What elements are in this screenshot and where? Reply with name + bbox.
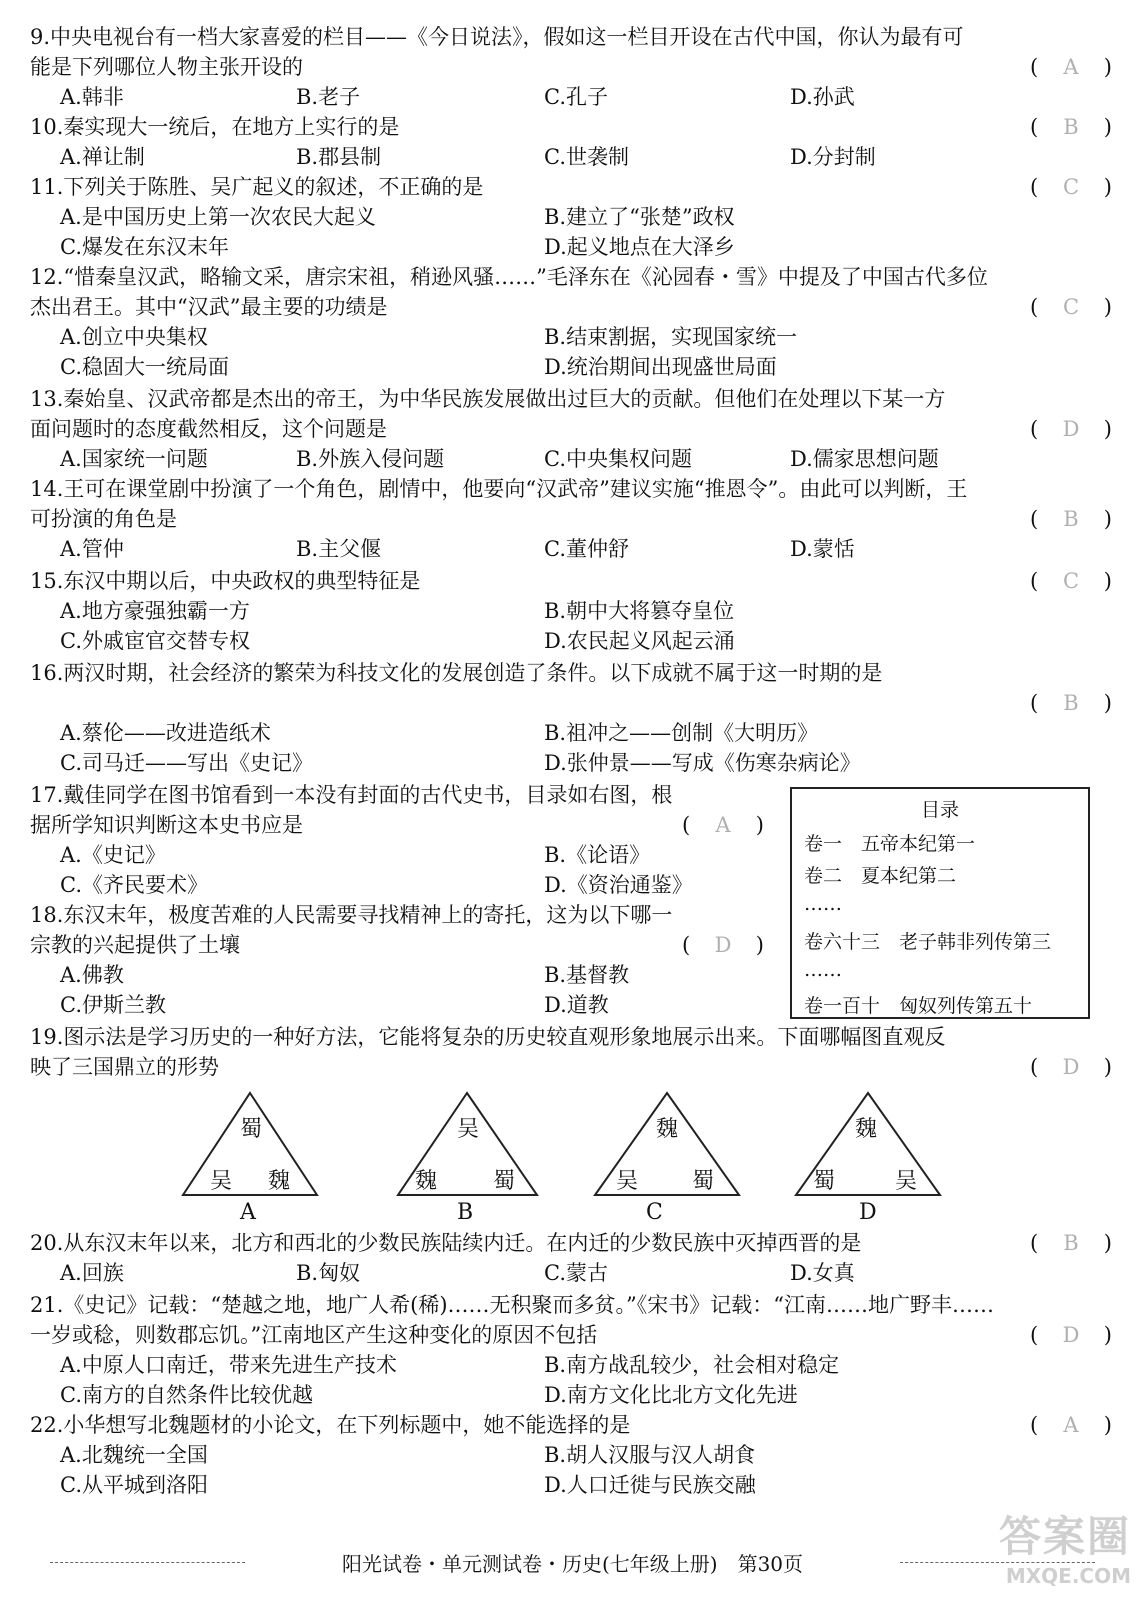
answer-bracket: ( A ) <box>1030 1410 1112 1440</box>
option: C.《齐民要术》 <box>60 873 208 897</box>
triangle-left: 魏 <box>415 1169 438 1194</box>
answer-letter: B <box>1063 691 1079 715</box>
question-stem: 映了三国鼎立的形势 <box>30 1055 219 1079</box>
triangle-left: 吴 <box>210 1169 233 1194</box>
question-stem: 可扮演的角色是 <box>30 507 177 531</box>
answer-letter: B <box>1063 507 1079 531</box>
triangle-label: B <box>457 1200 474 1225</box>
options-row <box>30 748 1115 778</box>
triangle-top: 吴 <box>457 1117 480 1142</box>
question-14 <box>30 474 1115 504</box>
option: B.南方战乱较少，社会相对稳定 <box>544 1353 840 1377</box>
question-stem: 10.秦实现大一统后，在地方上实行的是 <box>30 115 400 139</box>
question-stem: 杰出君王。其中“汉武”最主要的功绩是 <box>30 295 388 319</box>
options-row <box>30 534 1115 564</box>
catalog-row: …… <box>804 893 842 915</box>
question-9 <box>30 22 1115 52</box>
triangle-right: 魏 <box>268 1169 291 1194</box>
answer-bracket: ( D ) <box>1030 414 1112 444</box>
option: B.《论语》 <box>544 843 651 867</box>
answer-letter: D <box>1062 1055 1080 1079</box>
option: D.人口迁徙与民族交融 <box>544 1473 756 1497</box>
options-row <box>30 626 1115 656</box>
triangle-diagram-c <box>592 1090 742 1225</box>
catalog-title: 目录 <box>920 799 959 821</box>
answer-bracket: ( D ) <box>682 930 764 960</box>
question-16-answer-line <box>30 688 1115 718</box>
answer-bracket: ( B ) <box>1030 688 1112 718</box>
option: A.蔡伦——改进造纸术 <box>60 721 271 745</box>
options-row <box>30 1440 1115 1470</box>
triangle-top: 蜀 <box>240 1117 263 1142</box>
options-row <box>30 352 1115 382</box>
answer-bracket: ( D ) <box>1030 1052 1112 1082</box>
answer-letter: C <box>1062 295 1080 319</box>
option: A.地方豪强独霸一方 <box>60 599 250 623</box>
catalog-row: 卷二 夏本纪第二 <box>804 865 957 887</box>
triangle-right: 蜀 <box>493 1169 516 1194</box>
catalog-row: 卷六十三 老子韩非列传第三 <box>804 931 1052 953</box>
options-row <box>30 82 1115 112</box>
answer-letter: C <box>1062 175 1080 199</box>
question-stem: 19.图示法是学习历史的一种好方法，它能将复杂的历史较直观形象地展示出来。下面哪幅图直观反 <box>30 1025 946 1049</box>
question-stem: 22.小华想写北魏题材的小论文，在下列标题中，她不能选择的是 <box>30 1413 631 1437</box>
question-stem: 17.戴佳同学在图书馆看到一本没有封面的古代史书，目录如右图，根 <box>30 783 673 807</box>
option: D.起义地点在大泽乡 <box>544 235 735 259</box>
question-stem: 15.东汉中期以后，中央政权的典型特征是 <box>30 569 421 593</box>
question-22 <box>30 1410 1115 1440</box>
question-18 <box>30 900 1115 930</box>
option: C.爆发在东汉末年 <box>60 235 229 259</box>
answer-bracket: ( C ) <box>1030 566 1112 596</box>
question-stem: 12.“惜秦皇汉武，略输文采，唐宗宋祖，稍逊风骚……”毛泽东在《沁园春・雪》中提及了中国古代多位 <box>30 265 988 289</box>
option: A.回族 <box>60 1261 124 1285</box>
triangle-shape <box>180 1090 320 1198</box>
answer-letter: D <box>1062 417 1080 441</box>
question-stem: 9.中央电视台有一档大家喜爱的栏目——《今日说法》，假如这一栏目开设在古代中国，你认为最有可 <box>30 25 964 49</box>
watermark-text: 答案圈 <box>998 1512 1131 1561</box>
watermark-logo <box>999 1504 1131 1588</box>
question-stem: 13.秦始皇、汉武帝都是杰出的帝王，为中华民族发展做出过巨大的贡献。但他们在处理以下某一方 <box>30 387 946 411</box>
answer-letter: A <box>715 813 731 837</box>
option: D.分封制 <box>790 145 876 169</box>
options-row <box>30 444 1115 474</box>
option: C.蒙古 <box>544 1261 608 1285</box>
question-10 <box>30 112 1115 142</box>
question-stem: 一岁或稔，则数郡忘饥。”江南地区产生这种变化的原因不包括 <box>30 1323 598 1347</box>
triangle-left: 蜀 <box>813 1169 836 1194</box>
question-9-line2 <box>30 52 1115 82</box>
option: B.老子 <box>296 85 361 109</box>
question-14-line2 <box>30 504 1115 534</box>
answer-bracket: ( B ) <box>1030 504 1112 534</box>
triangle-right: 吴 <box>895 1169 918 1194</box>
option: A.禅让制 <box>60 145 145 169</box>
option: D.南方文化比北方文化先进 <box>544 1383 798 1407</box>
options-row <box>30 1258 1115 1288</box>
question-15 <box>30 566 1115 596</box>
option: D.张仲景——写成《伤寒杂病论》 <box>544 751 861 775</box>
catalog-row: 卷一百十 匈奴列传第五十 <box>804 995 1033 1017</box>
triangle-label: D <box>859 1200 877 1225</box>
answer-letter: C <box>1062 569 1080 593</box>
question-12-line2 <box>30 292 1115 322</box>
option: A.韩非 <box>60 85 124 109</box>
options-row <box>30 322 1115 352</box>
answer-bracket: ( A ) <box>1030 52 1112 82</box>
question-19 <box>30 1022 1115 1052</box>
option: B.基督教 <box>544 963 630 987</box>
answer-letter: B <box>1063 1231 1079 1255</box>
catalog-row: …… <box>804 959 842 981</box>
options-row <box>30 1350 1115 1380</box>
question-stem: 11.下列关于陈胜、吴广起义的叙述，不正确的是 <box>30 175 484 199</box>
answer-letter: D <box>714 933 732 957</box>
question-stem: 20.从东汉末年以来，北方和西北的少数民族陆续内迁。在内迁的少数民族中灭掉西晋的是 <box>30 1231 862 1255</box>
question-11 <box>30 172 1115 202</box>
triangle-diagram-b <box>395 1090 540 1225</box>
question-stem: 21.《史记》记载：“楚越之地，地广人希(稀)……无积聚而多贫。”《宋书》记载：“江南……地广野丰…… <box>30 1293 994 1317</box>
option: C.稳固大一统局面 <box>60 355 229 379</box>
answer-letter: A <box>1063 1413 1079 1437</box>
options-row <box>30 202 1115 232</box>
triangle-top: 魏 <box>855 1117 878 1142</box>
option: A.管仲 <box>60 537 124 561</box>
question-stem: 据所学知识判断这本史书应是 <box>30 813 303 837</box>
options-row <box>30 990 1115 1020</box>
answer-letter: D <box>1062 1323 1080 1347</box>
option: C.董仲舒 <box>544 537 629 561</box>
options-row <box>30 232 1115 262</box>
option: D.道教 <box>544 993 609 1017</box>
question-20 <box>30 1228 1115 1258</box>
option: C.外戚宦官交替专权 <box>60 629 250 653</box>
option: A.创立中央集权 <box>60 325 208 349</box>
catalog-row: 卷一 五帝本纪第一 <box>804 833 976 855</box>
option: D.农民起义风起云涌 <box>544 629 735 653</box>
answer-bracket: ( A ) <box>682 810 764 840</box>
option: A.《史记》 <box>60 843 166 867</box>
options-row <box>30 1380 1115 1410</box>
footer-text: 阳光试卷・单元测试卷・历史(七年级上册) 第30页 <box>341 1552 804 1576</box>
question-13 <box>30 384 1115 414</box>
triangle-diagram-d <box>793 1090 943 1225</box>
question-stem: 18.东汉末年，极度苦难的人民需要寻找精神上的寄托，这为以下哪一 <box>30 903 673 927</box>
triangle-right: 蜀 <box>692 1169 715 1194</box>
option: D.蒙恬 <box>790 537 855 561</box>
option: A.佛教 <box>60 963 124 987</box>
question-16 <box>30 658 1115 688</box>
option: A.是中国历史上第一次农民大起义 <box>60 205 376 229</box>
option: B.主父偃 <box>296 537 382 561</box>
option: B.外族入侵问题 <box>296 447 445 471</box>
question-19-line2 <box>30 1052 1115 1082</box>
answer-bracket: ( B ) <box>1030 1228 1112 1258</box>
option: D.女真 <box>790 1261 855 1285</box>
options-row <box>30 1470 1115 1500</box>
option: B.胡人汉服与汉人胡食 <box>544 1443 756 1467</box>
question-12 <box>30 262 1115 292</box>
question-stem: 16.两汉时期，社会经济的繁荣为科技文化的发展创造了条件。以下成就不属于这一时期的是 <box>30 661 883 685</box>
page-footer <box>30 1548 1115 1578</box>
option: B.祖冲之——创制《大明历》 <box>544 721 819 745</box>
options-row <box>30 960 1115 990</box>
options-row <box>30 596 1115 626</box>
option: C.世袭制 <box>544 145 629 169</box>
option: C.伊斯兰教 <box>60 993 166 1017</box>
watermark-url: MXQE.COM <box>1005 1564 1131 1588</box>
triangle-top: 魏 <box>656 1117 679 1142</box>
question-21-line2 <box>30 1320 1115 1350</box>
options-row <box>30 718 1115 748</box>
triangle-label: C <box>646 1200 663 1225</box>
option: C.孔子 <box>544 85 608 109</box>
triangle-shape <box>592 1090 742 1198</box>
triangle-left: 吴 <box>616 1169 639 1194</box>
option: B.朝中大将篡夺皇位 <box>544 599 735 623</box>
question-stem: 14.王可在课堂剧中扮演了一个角色，剧情中，他要向“汉武帝”建议实施“推恩令”。由此可以判断，王 <box>30 477 968 501</box>
answer-bracket: ( B ) <box>1030 112 1112 142</box>
question-stem: 面问题时的态度截然相反，这个问题是 <box>30 417 387 441</box>
options-row <box>30 142 1115 172</box>
option: C.中央集权问题 <box>544 447 692 471</box>
option: B.匈奴 <box>296 1261 361 1285</box>
question-21 <box>30 1290 1115 1320</box>
option: B.结束割据，实现国家统一 <box>544 325 798 349</box>
footer-divider <box>50 1562 245 1563</box>
option: C.司马迁——写出《史记》 <box>60 751 313 775</box>
answer-bracket: ( C ) <box>1030 172 1112 202</box>
option: D.《资治通鉴》 <box>544 873 693 897</box>
triangle-label: A <box>240 1200 256 1225</box>
question-13-line2 <box>30 414 1115 444</box>
option: D.儒家思想问题 <box>790 447 939 471</box>
option: B.郡县制 <box>296 145 382 169</box>
option: D.统治期间出现盛世局面 <box>544 355 777 379</box>
answer-letter: B <box>1063 115 1079 139</box>
question-stem: 宗教的兴起提供了土壤 <box>30 933 240 957</box>
question-stem: 能是下列哪位人物主张开设的 <box>30 55 303 79</box>
triangle-diagram-a <box>180 1090 320 1225</box>
question-18-line2 <box>30 930 1115 960</box>
option: D.孙武 <box>790 85 855 109</box>
option: C.南方的自然条件比较优越 <box>60 1383 313 1407</box>
option: A.国家统一问题 <box>60 447 208 471</box>
answer-letter: A <box>1063 55 1079 79</box>
answer-bracket: ( D ) <box>1030 1320 1112 1350</box>
option: B.建立了“张楚”政权 <box>544 205 735 229</box>
option: C.从平城到洛阳 <box>60 1473 208 1497</box>
option: A.中原人口南迁，带来先进生产技术 <box>60 1353 397 1377</box>
option: A.北魏统一全国 <box>60 1443 208 1467</box>
answer-bracket: ( C ) <box>1030 292 1112 322</box>
